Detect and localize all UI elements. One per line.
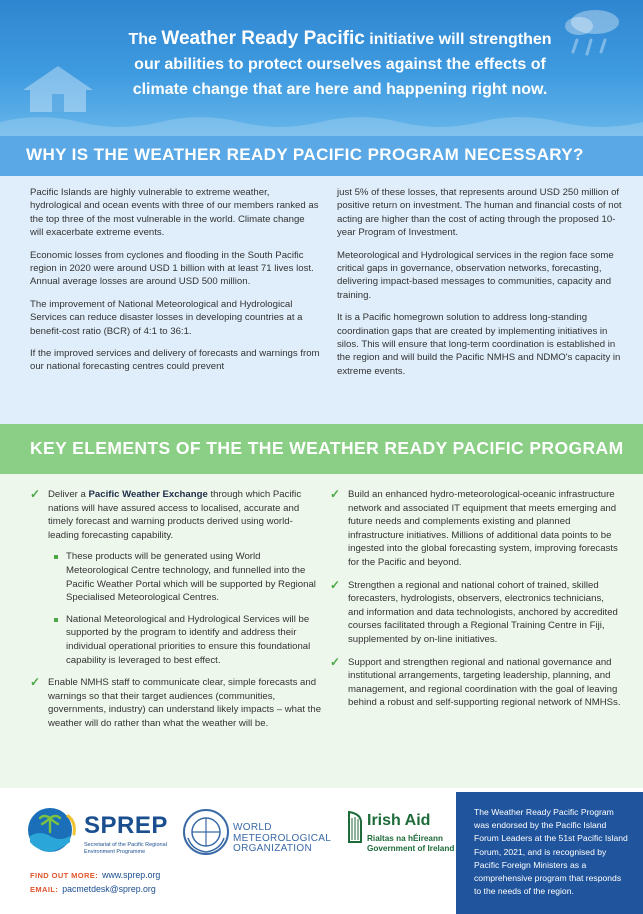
paragraph: If the improved services and delivery of forecasts and warnings from our national forecasting centres could prevent bbox=[30, 348, 320, 373]
why-right-column bbox=[337, 186, 622, 387]
checkmark-icon: ✓ bbox=[30, 487, 41, 501]
sprep-tagline: Secretariat of the Pacific Regional Environment Programme bbox=[84, 842, 167, 855]
find-out-more: FIND OUT MORE: www.sprep.org bbox=[30, 870, 161, 880]
sprep-wordmark: SPREP bbox=[84, 812, 168, 839]
harp-icon bbox=[346, 810, 364, 844]
paragraph: Pacific Islands are highly vulnerable to extreme weather, hydrological and ocean events with three of our members ranked as the top three of the most vulnerable in the world. Climate change will exacerbate extreme events. bbox=[30, 187, 319, 239]
key-item: ✓ Enable NMHS staff to communicate clear, simple forecasts and warnings so that their target audiences (communities, governments, industry) can understand likely impacts – what the weather will do rather than what the weather will be. bbox=[30, 675, 322, 729]
paragraph: It is a Pacific homegrown solution to address long-standing coordination gaps that are created by implementing initiatives in silos. This will ensure that long-term coordination is established in the region and will build the Pacific NMHS and NDMO's capacity in extreme events. bbox=[337, 312, 621, 377]
why-heading: WHY IS THE WEATHER READY PACIFIC PROGRAM NECESSARY? bbox=[26, 145, 584, 164]
key-right-column bbox=[330, 488, 622, 719]
paragraph: Meteorological and Hydrological services in the region face some critical gaps in governance, observation networks, forecasting, delivering impact-based messages to communities, capacity and training. bbox=[337, 249, 614, 301]
checkmark-icon: ✓ bbox=[330, 654, 341, 669]
wmo-logo-icon bbox=[182, 808, 230, 856]
key-heading: KEY ELEMENTS OF THE THE WEATHER READY PACIFIC PROGRAM bbox=[30, 438, 624, 458]
square-bullet-icon bbox=[54, 618, 58, 622]
key-left-column bbox=[30, 488, 322, 740]
hero-statement: The Weather Ready Pacific initiative will strengthen our abilities to protect ourselves against the effects of climate change that are here and happening right now. bbox=[128, 28, 552, 98]
endorsement-note: The Weather Ready Pacific Program was endorsed by the Pacific Island Forum Leaders at the 51st Pacific Island Forum, 2021, and is recognised by Pacific Foreign Ministers as a comprehensive program that responds to the needs of the region. bbox=[456, 792, 643, 914]
why-section-banner bbox=[0, 136, 643, 176]
key-sub-item: National Meteorological and Hydrological Services will be supported by the program to identify and address their individual operational priorities to ensure this foundational capability is leveraged to best effect. bbox=[52, 613, 322, 667]
key-item: ✓ Support and strengthen regional and national governance and institutional arrangements, targeting leadership, planning, and management, and regional coordination with the goal of leaving behind a robust and self-supporting regional network of NMHSs. bbox=[330, 654, 621, 709]
key-item: ✓ Strengthen a regional and national cohort of trained, skilled forecasters, hydrologists, observers, electronics technicians, and information and data technologists, anchored by accredited courses facilitated through a Regional Training Centre in Fiji, supplemented by on-line initiatives. bbox=[330, 577, 618, 645]
paragraph: just 5% of these losses, that represents around USD 250 million of positive return on investment. The human and financial costs of not acting are higher than the cost of acting through the proposed 10-year Program of Investment. bbox=[337, 187, 622, 239]
key-item: ✓ Build an enhanced hydro-meteorological-oceanic infrastructure network and associated IT equipment that meets emerging and future needs and complements existing and planned infrastructure initiatives. Millions of additional data points to be ingested into the global forecasting system, improving forecasts for the Pacific and beyond. bbox=[330, 487, 618, 568]
email-contact: EMAIL: pacmetdesk@sprep.org bbox=[30, 884, 156, 894]
email-link[interactable]: pacmetdesk@sprep.org bbox=[62, 884, 156, 894]
website-link[interactable]: www.sprep.org bbox=[102, 870, 161, 880]
square-bullet-icon bbox=[54, 555, 58, 559]
irish-aid-wordmark: Irish Aid bbox=[367, 812, 431, 829]
checkmark-icon: ✓ bbox=[30, 675, 41, 690]
paragraph: Economic losses from cyclones and flooding in the South Pacific region in 2020 were around USD 1 billion with at least 71 lives lost. Annual average losses are around USD 500 million. bbox=[30, 249, 314, 288]
irish-aid-subtitle: Rialtas na hÉireann Government of Ireland bbox=[367, 834, 455, 853]
checkmark-icon: ✓ bbox=[330, 487, 341, 501]
paragraph: The improvement of National Meteorological and Hydrological Services can reduce disaster losses in developing countries at a benefit-cost ratio (BCR) of 4:1 to 36:1. bbox=[30, 298, 303, 337]
key-section-banner bbox=[0, 424, 643, 474]
hero-banner bbox=[0, 0, 643, 136]
program-name: Weather Ready Pacific bbox=[161, 28, 365, 49]
wmo-wordmark: WORLD METEOROLOGICAL ORGANIZATION bbox=[233, 822, 332, 854]
wave-icon bbox=[0, 112, 643, 136]
key-item: ✓ Deliver a Pacific Weather Exchange through which Pacific nations will have assured access to localised, accurate and timely forecast and warning products derived using world-leading forecasting capability. These products will be generated using World Meteorological Centre technology, and funnelled into the Pacific Weather Portal which will be supported by Regional Specialised Meteorological Centres. National Meteorological and Hydrological Services will be supported by the program to identify and address their individual operational priorities to ensure this foundational capability is leveraged to best effect. bbox=[30, 488, 322, 667]
key-sub-item: These products will be generated using World Meteorological Centre technology, and funnelled into the Pacific Weather Portal which will be supported by Regional Specialised Meteorological Centres. bbox=[52, 550, 322, 604]
sprep-logo-icon bbox=[24, 806, 80, 854]
checkmark-icon: ✓ bbox=[330, 577, 341, 592]
why-left-column bbox=[30, 186, 320, 383]
